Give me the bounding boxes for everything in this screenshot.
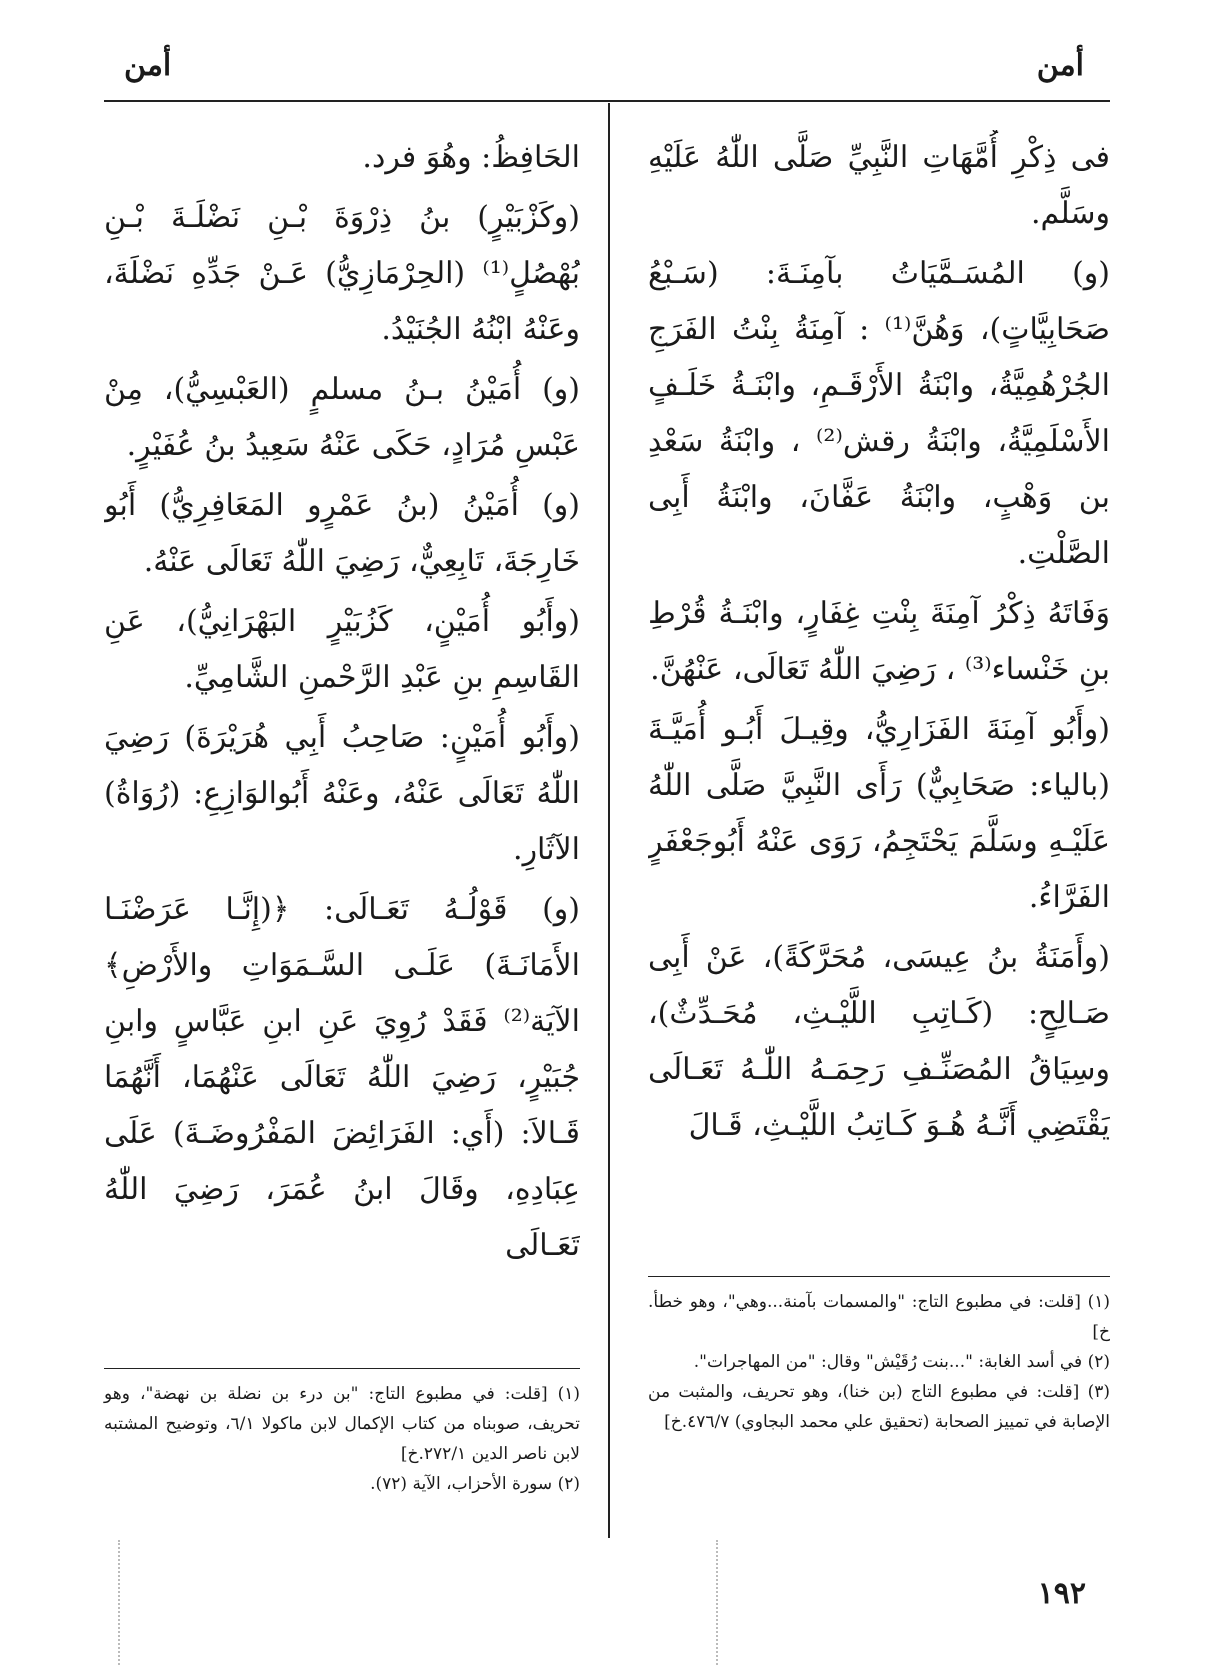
footnote: (٢) في أسد الغابة: "...بنت رُقَيْش" وقال: "من المهاجرات". xyxy=(693,1352,1110,1372)
paragraph: (وأَبُو آمِنَةَ الفَزَارِيُّ، وقِيـلَ أَبُـو أُمَيَّـةَ (بالياء: صَحَابِيٌّ) رَأَى النَّبِيَّ صَلَّى اللّٰهُ عَلَيْـهِ وسَلَّمَ يَحْتَجِمُ، رَوَى عَنْهُ أَبُوجَعْفَرٍ الفَرَّاءُ. xyxy=(648,712,1110,915)
header-keyword-right: أمن xyxy=(1036,48,1084,83)
left-column xyxy=(104,130,580,1320)
paragraph: (وكَزْبَيْرٍ) بنُ ذِرْوَةَ بْـنِ نَضْلَـةَ بْـنِ بُهْصُلٍ⁽¹⁾ (الحِرْمَازِيُّ) عَـنْ جَدِّهِ نَضْلَةَ، وعَنْهُ ابْنُهُ الجُنَيْدُ. xyxy=(104,200,580,347)
footnote: (٢) سورة الأحزاب، الآية (٧٢). xyxy=(370,1474,580,1494)
column-divider xyxy=(608,103,610,1538)
paragraph: (و) أُمَيْنُ بـنُ مسلمٍ (العَبْسِيُّ)، مِنْ عَبْسِ مُرَادٍ، حَكَى عَنْهُ سَعِيدُ بنُ عُفَيْرٍ. xyxy=(104,372,580,463)
paragraph: (و) المُسَـمَّيَاتُ بآمِنَـةَ: (سَـبْعُ صَحَابِيَّاتٍ)، وَهُنَّ⁽¹⁾ : آمِنَةُ بِنْتُ الفَرَجِ الجُرْهُمِيَّةُ، وابْنَةُ الأَرْقَـمِ، وابْنَـةُ خَلَـفٍ الأَسْلَمِيَّةُ، وابْنَةُ رقش⁽²⁾ ، وابْنَةُ سَعْدِ بن وَهْبٍ، وابْنَةُ عَفَّانَ، وابْنَةُ أَبِى الصَّلْتِ. xyxy=(648,256,1110,571)
paragraph: (وأَبُو أُمَيْنٍ، كَزُبَيْرٍ البَهْرَانِيُّ)، عَنِ القَاسِمِ بنِ عَبْدِ الرَّحْمنِ الشَّامِيِّ. xyxy=(104,604,580,695)
paragraph: (و) أُمَيْنُ (بنُ عَمْرٍو المَعَافِرِيُّ) أَبُو خَارِجَةَ، تَابِعِيٌّ، رَضِيَ اللّٰهُ تَعَالَى عَنْهُ. xyxy=(104,488,580,579)
footnote: (١) [قلت: في مطبوع التاج: "والمسمات بآمنة...وهي"، وهو خطأ. خ] xyxy=(648,1292,1110,1342)
footnote: (٣) [قلت: في مطبوع التاج (بن خنا)، وهو تحريف، والمثبت من الإصابة في تمييز الصحابة (تحقيق علي محمد البجاوي) ٤٧٦/٧.خ] xyxy=(648,1382,1110,1432)
left-footnotes xyxy=(104,1360,580,1499)
paragraph: وَفَاتَهُ ذِكْرُ آمِنَةَ بِنْتِ غِفَارٍ، وابْنَـةُ قُرْطِ بنِ خَنْساء⁽³⁾ ، رَضِيَ اللّٰهُ تَعَالَى، عَنْهُنَّ. xyxy=(648,596,1110,687)
header-rule xyxy=(104,100,1110,102)
paragraph: (وأَبُو أُمَيْنٍ: صَاحِبُ أَبِي هُرَيْرَةَ) رَضِيَ اللّٰهُ تَعَالَى عَنْهُ، وعَنْهُ أَبُوالوَازِعِ: (رُوَاةُ) الآثَارِ. xyxy=(104,720,580,867)
page-number: ١٩٢ xyxy=(1037,1576,1086,1611)
footnote-rule xyxy=(104,1368,580,1369)
right-column-body xyxy=(648,130,1110,1230)
left-column-body xyxy=(104,130,580,1320)
paragraph: (و) قَوْلُـهُ تَعَـالَى: ﴿(إِنَّـا عَرَضْنَـا الأَمَانَـةَ) عَلَـى السَّـمَوَاتِ والأَرْضِ﴾ الآيَة⁽²⁾ فَقَدْ رُوِيَ عَنِ ابنِ عَبَّاسٍ وابنِ جُبَيْرٍ، رَضِيَ اللّٰهُ تَعَالَى عَنْهُمَا، أَنَّهُمَا قَـالاَ: (أَي: الفَرَائِضَ المَفْرُوضَـةَ) عَلَى عِبَادِهِ، وقَالَ ابنُ عُمَرَ، رَضِيَ اللّٰهُ تَعَـالَى xyxy=(104,892,580,1263)
scan-artifact-dots xyxy=(716,1540,718,1665)
right-footnotes xyxy=(648,1268,1110,1437)
paragraph: (وأَمَنَةُ بنُ عِيسَى، مُحَرَّكَةً)، عَنْ أَبِى صَـالِحٍ: (كَـاتِبِ اللَّيْـثِ، مُحَـدِّثٌ)، وسِيَاقُ المُصَنِّـفِ رَحِمَـهُ اللّٰـهُ تَعَـالَى يَقْتَضِي أَنَّـهُ هُـوَ كَـاتِبُ اللَّيْـثِ، قَـالَ xyxy=(648,940,1110,1143)
header-keyword-left: أمن xyxy=(124,48,172,83)
scan-artifact-dots xyxy=(118,1540,120,1665)
paragraph: الحَافِظُ: وهُوَ فرد. xyxy=(362,140,580,175)
footnote-rule xyxy=(648,1276,1110,1277)
right-column xyxy=(648,130,1110,1230)
footnote: (١) [قلت: في مطبوع التاج: "بن درء بن نضلة بن نهضة"، وهو تحريف، صوبناه من كتاب الإكمال لابن ماكولا ٦/١، وتوضيح المشتبه لابن ناصر الدين ٢٧٢/١.خ] xyxy=(104,1384,580,1464)
paragraph: فى ذِكْرِ أُمَّهَاتِ النَّبِيِّ صَلَّى اللّٰهُ عَلَيْهِ وسَلَّم. xyxy=(648,140,1110,231)
